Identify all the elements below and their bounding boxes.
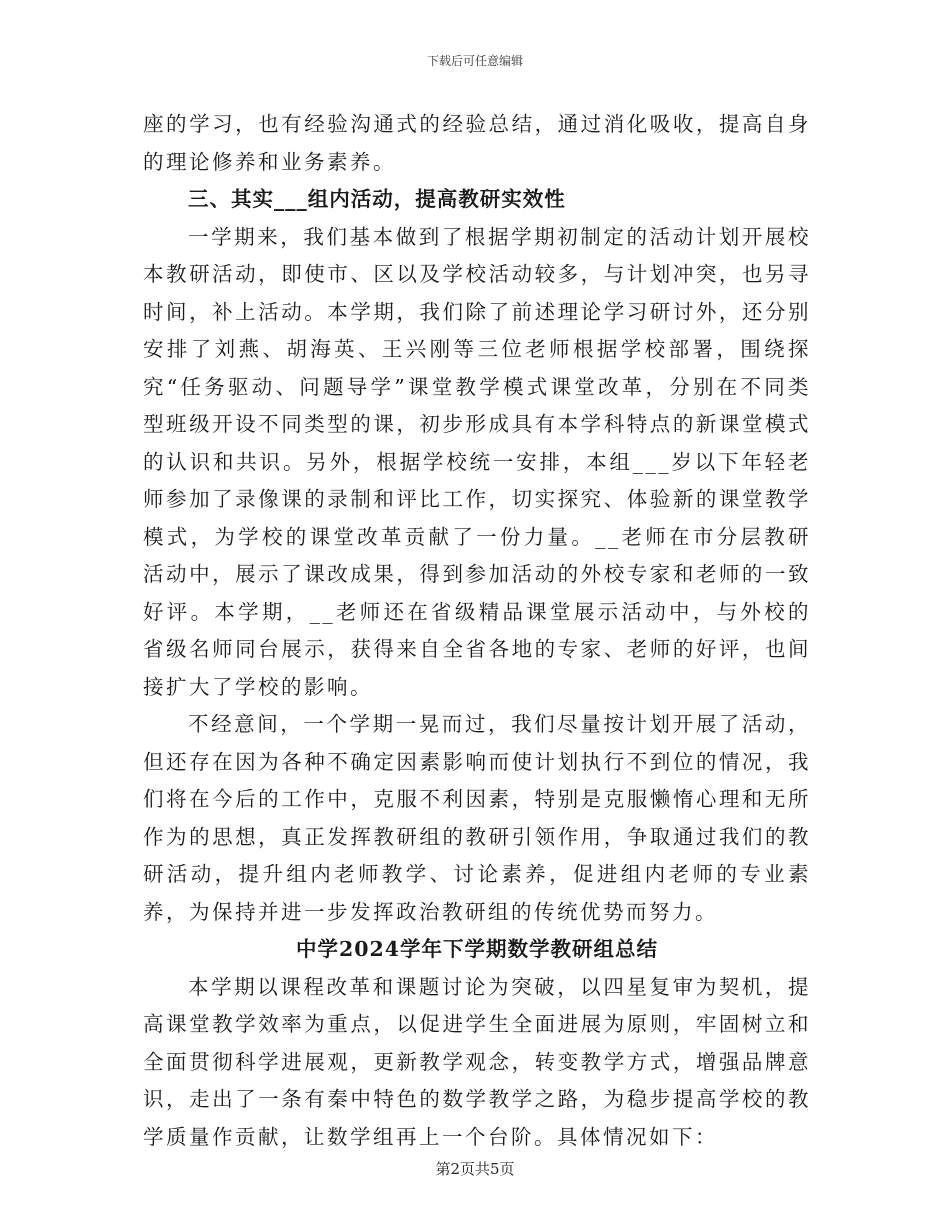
paragraph-continuation: 座的学习，也有经验沟通式的经验总结，通过消化吸收，提高自身的理论修养和业务素养。 [143, 112, 811, 174]
document-body [143, 106, 811, 1156]
paragraph-intro: 本学期以课程改革和课题讨论为突破，以四星复审为契机，提高课堂教学效率为重点，以促进学生全面进展为原则，牢固树立和全面贯彻科学进展观，更新教学观念，转变教学方式，增强品牌意识，走出了一条有秦中特色的数学教学之路，为稳步提高学校的教学质量作贡献，让数学组再上一个台阶。具体情况如下： [143, 974, 811, 1149]
page-footer: 第2页共5页 [435, 1160, 515, 1178]
paragraph-activities: 一学期来，我们基本做到了根据学期初制定的活动计划开展校本教研活动，即使市、区以及学校活动较多，与计划冲突，也另寻时间，补上活动。本学期，我们除了前述理论学习研讨外，还分别安排了刘燕、胡海英、王兴刚等三位老师根据学校部署，围绕探究“任务驱动、问题导学”课堂教学模式课堂改革，分别在不同类型班级开设不同类型的课，初步形成具有本学科特点的新课堂模式的认识和共识。另外，根据学校统一安排，本组___岁以下年轻老师参加了录像课的录制和评比工作，切实探究、体验新的课堂教学模式，为学校的课堂改革贡献了一份力量。__老师在市分层教研活动中，展示了课改成果，得到参加活动的外校专家和老师的一致好评。本学期，__老师还在省级精品课堂展示活动中，与外校的省级名师同台展示，获得来自全省各地的专家、老师的好评，也间接扩大了学校的影响。 [143, 224, 811, 699]
page-header: 下载后可任意编辑 [426, 54, 523, 68]
document-title: 中学2024学年下学期数学教研组总结 [295, 937, 659, 961]
section-heading: 三、其实___组内活动，提高教研实效性 [188, 187, 566, 211]
paragraph-reflection: 不经意间，一个学期一晃而过，我们尽量按计划开展了活动，但还存在因为各种不确定因素影响而使计划执行不到位的情况，我们将在今后的工作中，克服不利因素，特别是克服懒惰心理和无所作为的思想，真正发挥教研组的教研引领作用，争取通过我们的教研活动，提升组内老师教学、讨论素养，促进组内老师的专业素养，为保持并进一步发挥政治教研组的传统优势而努力。 [143, 712, 811, 924]
